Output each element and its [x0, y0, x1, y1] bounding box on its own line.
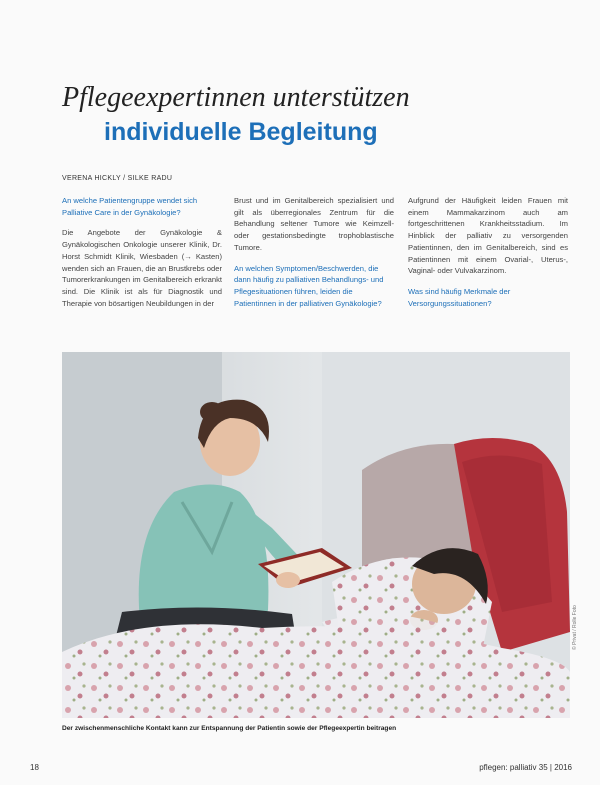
- authors: VERENA HICKLY / SILKE RADU: [62, 175, 173, 182]
- photo-caption: Der zwischenmenschliche Kontakt kann zur Entspannung der Patientin sowie der Pflegeexpertin beitragen: [62, 725, 397, 732]
- question-paragraph: Was sind häufig Merkmale der Versorgungssituationen?: [408, 286, 511, 308]
- page-number: 18: [30, 763, 39, 772]
- photo-illustration: [62, 352, 570, 718]
- body-paragraph: Aufgrund der Häufigkeit leiden Frauen mit einem Mammakarzinom auch am fortgeschrittenen Krankheitsstadium. Im Hinblick der palliativ zu versorgenden Patientinnen, den im Genitalbereich, sind es Patientinnen mit einem Ovarial-, Uterus-, Vaginal- oder Vulvakarzinom.: [408, 196, 568, 276]
- headline-line2: individuelle Begleitung: [104, 118, 378, 146]
- text-column-1: [62, 195, 222, 318]
- text-column-3: [408, 195, 568, 318]
- nurse-patient-photo: [62, 352, 570, 718]
- headline-line1: Pflegeexpertinnen unterstützen: [62, 82, 410, 113]
- question-paragraph: An welchen Symptomen/Beschwerden, die dann häufig zu palliativen Behandlungs- und Pflegesituationen führen, leiden die Patientinnen in der palliativen Gynäkologie?: [234, 263, 384, 308]
- journal-info: pflegen: palliativ 35 | 2016: [479, 763, 572, 772]
- body-paragraph: Die Angebote der Gynäkologie & Gynäkologischen Onkologie unserer Klinik, Dr. Horst Schmidt Klinik, Wiesbaden (→ Kasten) wenden sich an Frauen, die an Brustkrebs oder Tumorerkrankungen im Genitalbereich erkrankt sind. Die Klinik ist als für Diagnostik und Therapie von bösartigen Neubildungen in der: [62, 228, 222, 308]
- photo-credit: © Privat / Rolle Foto: [572, 605, 578, 650]
- body-paragraph: Brust und im Genitalbereich spezialisiert und gilt als überregionales Zentrum für die Behandlung seltener Tumore wie Keimzell- oder gestationsbedingte trophoblastische Tumore.: [234, 196, 394, 252]
- text-column-2: [234, 195, 394, 318]
- question-paragraph: An welche Patientengruppe wendet sich Palliative Care in der Gynäkologie?: [62, 196, 198, 217]
